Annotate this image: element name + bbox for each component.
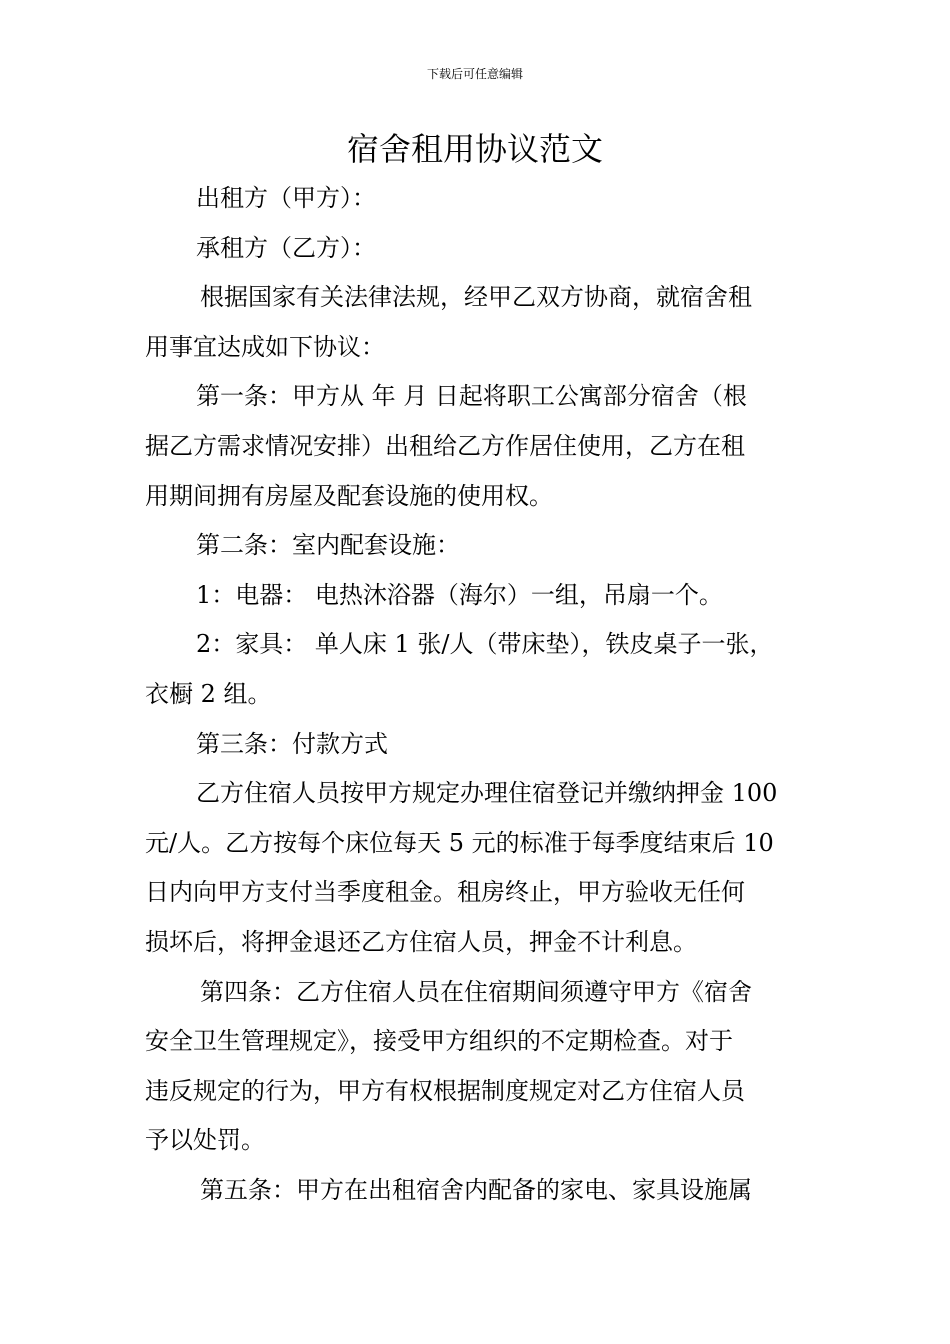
article-3-heading: 第三条：付款方式 — [196, 729, 388, 758]
payment-line: 元/人。乙方按每个床位每天 5 元的标准于每季度结束后 10 — [145, 828, 774, 857]
article-4-line: 违反规定的行为，甲方有权根据制度规定对乙方住宿人员 — [145, 1076, 745, 1105]
preamble-line: 根据国家有关法律法规，经甲乙双方协商，就宿舍租 — [200, 283, 752, 312]
article-2-heading: 第二条：室内配套设施： — [196, 531, 460, 560]
article-4-line: 予以处罚。 — [145, 1126, 265, 1155]
furniture-line: 2：家具： 单人床 1 张/人（带床垫），铁皮桌子一张， — [196, 630, 774, 659]
payment-line: 损坏后，将押金退还乙方住宿人员，押金不计利息。 — [145, 927, 697, 956]
article-1-line: 第一条：甲方从 年 月 日起将职工公寓部分宿舍（根 — [196, 382, 747, 411]
document-title: 宿舍租用协议范文 — [346, 130, 603, 168]
article-4-line: 第四条：乙方住宿人员在住宿期间须遵守甲方《宿舍 — [200, 977, 752, 1006]
document-body — [145, 174, 815, 1215]
article-1-line: 据乙方需求情况安排）出租给乙方作居住使用，乙方在租 — [145, 431, 745, 460]
lessor-line: 出租方（甲方）： — [196, 184, 376, 212]
payment-line: 日内向甲方支付当季度租金。租房终止，甲方验收无任何 — [145, 878, 745, 907]
article-1-line: 用期间拥有房屋及配套设施的使用权。 — [145, 481, 553, 510]
article-5-line: 第五条：甲方在出租宿舍内配备的家电、家具设施属 — [200, 1175, 752, 1204]
header-note: 下载后可任意编辑 — [426, 67, 523, 81]
appliances-line: 1：电器： 电热沐浴器（海尔）一组，吊扇一个。 — [196, 580, 723, 609]
furniture-line: 衣橱 2 组。 — [145, 679, 272, 708]
article-4-line: 安全卫生管理规定》，接受甲方组织的不定期检查。对于 — [145, 1027, 733, 1056]
payment-line: 乙方住宿人员按甲方规定办理住宿登记并缴纳押金 100 — [196, 779, 778, 808]
lessee-line: 承租方（乙方）： — [196, 233, 376, 262]
preamble-line: 用事宜达成如下协议： — [145, 332, 385, 361]
